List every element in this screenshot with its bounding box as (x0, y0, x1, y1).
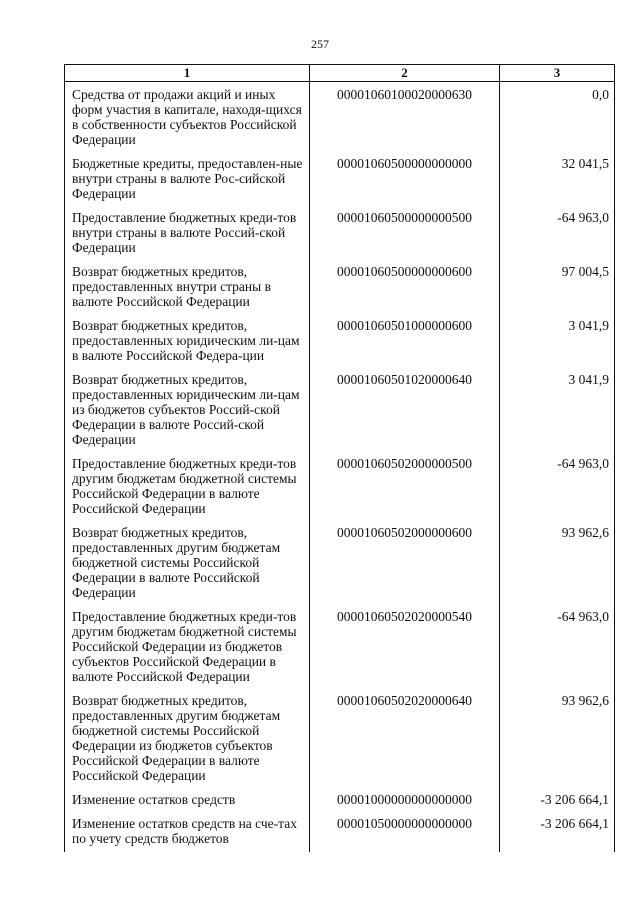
table-row (65, 453, 615, 522)
row-name: Предоставление бюджетных креди-тов другим бюджетам бюджетной системы Российской Федерации в валюте Российской Федерации (65, 453, 310, 522)
table-row (65, 315, 615, 369)
row-value: -3 206 664,1 (500, 813, 615, 852)
row-name: Изменение остатков средств на сче-тах по учету средств бюджетов (65, 813, 310, 852)
row-value: 97 004,5 (500, 261, 615, 315)
table-row (65, 153, 615, 207)
row-name: Возврат бюджетных кредитов, предоставленных другим бюджетам бюджетной системы Российской Федерации из бюджетов субъектов Российской Федерации в валюте Российской Федерации (65, 690, 310, 789)
table-row (65, 789, 615, 813)
row-value: 32 041,5 (500, 153, 615, 207)
budget-table-container (64, 64, 614, 852)
row-value: 0,0 (500, 82, 615, 154)
row-code: 00001060501000000600 (310, 315, 500, 369)
row-value: 93 962,6 (500, 690, 615, 789)
table-row (65, 690, 615, 789)
column-header-2: 2 (310, 65, 500, 82)
row-code: 00001050000000000000 (310, 813, 500, 852)
row-value: -3 206 664,1 (500, 789, 615, 813)
column-header-3: 3 (500, 65, 615, 82)
table-row (65, 369, 615, 453)
table-row (65, 82, 615, 154)
row-code: 00001060502020000540 (310, 606, 500, 690)
row-value: -64 963,0 (500, 207, 615, 261)
page-number: 257 (311, 37, 329, 51)
row-code: 00001060501020000640 (310, 369, 500, 453)
row-name: Возврат бюджетных кредитов, предоставленных юридическим ли-цам в валюте Российской Федера-ции (65, 315, 310, 369)
column-header-1: 1 (65, 65, 310, 82)
row-code: 00001060500000000500 (310, 207, 500, 261)
row-name: Возврат бюджетных кредитов, предоставленных юридическим ли-цам из бюджетов субъектов Россий-ской Федерации в валюте Россий-ской Федерации (65, 369, 310, 453)
row-name: Возврат бюджетных кредитов, предоставленных другим бюджетам бюджетной системы Российской Федерации в валюте Российской Федерации (65, 522, 310, 606)
table-row (65, 606, 615, 690)
row-name: Бюджетные кредиты, предоставлен-ные внутри страны в валюте Рос-сийской Федерации (65, 153, 310, 207)
row-value: 3 041,9 (500, 315, 615, 369)
row-name: Средства от продажи акций и иных форм участия в капитале, находя-щихся в собственности субъектов Российской Федерации (65, 82, 310, 154)
row-name: Возврат бюджетных кредитов, предоставленных внутри страны в валюте Российской Федерации (65, 261, 310, 315)
table-row (65, 261, 615, 315)
row-value: 93 962,6 (500, 522, 615, 606)
row-code: 00001060500000000000 (310, 153, 500, 207)
row-code: 00001000000000000000 (310, 789, 500, 813)
row-value: -64 963,0 (500, 606, 615, 690)
table-row (65, 813, 615, 852)
row-code: 00001060502000000600 (310, 522, 500, 606)
row-code: 00001060100020000630 (310, 82, 500, 154)
table-row (65, 207, 615, 261)
row-code: 00001060502020000640 (310, 690, 500, 789)
table-header-row (65, 65, 615, 82)
budget-table (64, 64, 615, 852)
row-value: -64 963,0 (500, 453, 615, 522)
row-name: Изменение остатков средств (65, 789, 310, 813)
table-row (65, 522, 615, 606)
row-name: Предоставление бюджетных креди-тов внутри страны в валюте Россий-ской Федерации (65, 207, 310, 261)
row-code: 00001060500000000600 (310, 261, 500, 315)
row-name: Предоставление бюджетных креди-тов другим бюджетам бюджетной системы Российской Федерации из бюджетов субъектов Российской Федерации в валюте Российской Федерации (65, 606, 310, 690)
row-value: 3 041,9 (500, 369, 615, 453)
row-code: 00001060502000000500 (310, 453, 500, 522)
